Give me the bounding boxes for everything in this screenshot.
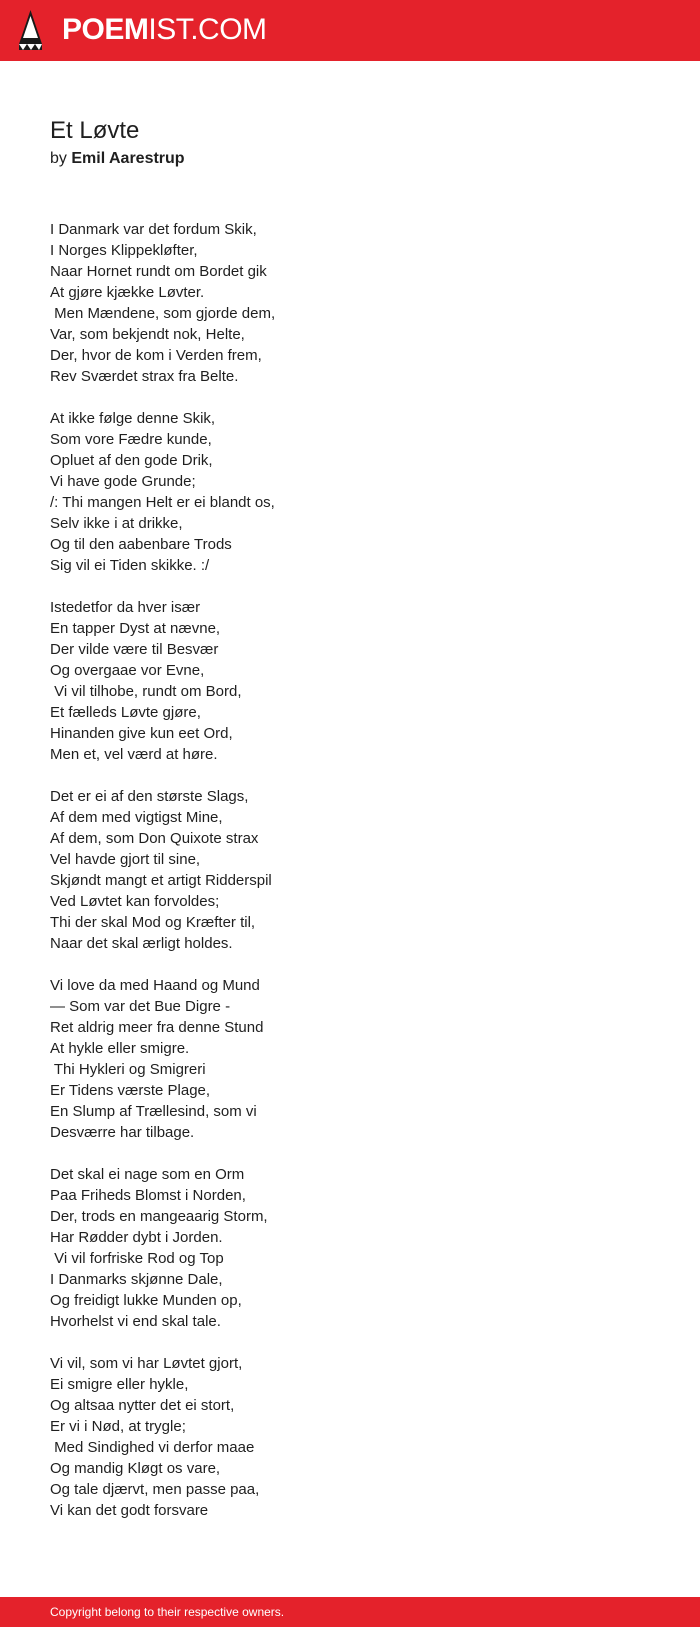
poem-line: En Slump af Trællesind, som vi: [50, 1103, 257, 1120]
poem-stanza: [50, 408, 650, 576]
poem-line: I Danmarks skjønne Dale,: [50, 1271, 223, 1288]
poem-line: Og tale djærvt, men passe paa,: [50, 1481, 260, 1498]
poem-stanza: [50, 597, 650, 765]
poem-line: Men et, vel værd at høre.: [50, 746, 218, 763]
poem-line: Der, trods en mangeaarig Storm,: [50, 1208, 268, 1225]
poem-title: Et Løvte: [50, 117, 140, 144]
poem-line: Og altsaa nytter det ei stort,: [50, 1397, 235, 1414]
poem-line: Desværre har tilbage.: [50, 1124, 195, 1141]
poem-stanza: [50, 219, 650, 387]
poem-line: Og til den aabenbare Trods: [50, 536, 232, 553]
poem-stanza: [50, 1164, 650, 1332]
poem-line: Paa Friheds Blomst i Norden,: [50, 1187, 246, 1204]
poem-line: Og freidigt lukke Munden op,: [50, 1292, 242, 1309]
poem-line: Skjøndt mangt et artigt Ridderspil: [50, 872, 272, 889]
copyright-text: Copyright belong to their respective owners.: [50, 1605, 285, 1619]
pencil-icon[interactable]: [18, 10, 43, 50]
poem-line: Af dem med vigtigst Mine,: [50, 809, 223, 826]
poem-line: /: Thi mangen Helt er ei blandt os,: [50, 494, 275, 511]
poem-stanza: [50, 1353, 650, 1521]
poem-line: Og overgaae vor Evne,: [50, 662, 205, 679]
poem-line: Naar det skal ærligt holdes.: [50, 935, 233, 952]
poem-line: Vel havde gjort til sine,: [50, 851, 201, 868]
site-footer: [0, 1597, 700, 1627]
poem-line: Naar Hornet rundt om Bordet gik: [50, 263, 267, 280]
poem-line: Af dem, som Don Quixote strax: [50, 830, 259, 847]
site-logo[interactable]: [62, 11, 267, 49]
poem-line: Sig vil ei Tiden skikke. :/: [50, 557, 210, 574]
poem-line: Vi have gode Grunde;: [50, 473, 196, 490]
poem-line: Vi vil, som vi har Løvtet gjort,: [50, 1355, 243, 1372]
poem-line: Ei smigre eller hykle,: [50, 1376, 189, 1393]
poem-line: Istedetfor da hver især: [50, 599, 201, 616]
poem-line: Med Sindighed vi derfor maae: [50, 1439, 255, 1456]
poem-line: Thi Hykleri og Smigreri: [50, 1061, 206, 1078]
poem-line: Vi vil forfriske Rod og Top: [50, 1250, 224, 1267]
poem-line: Og mandig Kløgt os vare,: [50, 1460, 221, 1477]
poem-line: At ikke følge denne Skik,: [50, 410, 216, 427]
poem-line: — Som var det Bue Digre -: [50, 998, 231, 1015]
poem-byline: [50, 148, 185, 170]
poem-line: I Danmark var det fordum Skik,: [50, 221, 257, 238]
poem-line: Men Mændene, som gjorde dem,: [50, 305, 276, 322]
poem-line: Hinanden give kun eet Ord,: [50, 725, 233, 742]
poem-line: Var, som bekjendt nok, Helte,: [50, 326, 245, 343]
poem-line: At hykle eller smigre.: [50, 1040, 190, 1057]
poem-author[interactable]: Emil Aarestrup: [71, 150, 185, 167]
poem-line: Er Tidens værste Plage,: [50, 1082, 211, 1099]
poem-line: Har Rødder dybt i Jorden.: [50, 1229, 223, 1246]
site-header: [0, 0, 700, 61]
poem-line: Vi kan det godt forsvare: [50, 1502, 209, 1519]
poem-line: Vi vil tilhobe, rundt om Bord,: [50, 683, 242, 700]
poem-line: Rev Sværdet strax fra Belte.: [50, 368, 239, 385]
poem-line: Hvorhelst vi end skal tale.: [50, 1313, 221, 1330]
poem-line: At gjøre kjække Løvter.: [50, 284, 205, 301]
poem-stanza: [50, 975, 650, 1143]
poem-line: Selv ikke i at drikke,: [50, 515, 183, 532]
poem-stanza: [50, 786, 650, 954]
poem-line: Thi der skal Mod og Kræfter til,: [50, 914, 256, 931]
logo-bold-text: POEM: [62, 13, 149, 46]
poem-line: Ret aldrig meer fra denne Stund: [50, 1019, 264, 1036]
poem-line: Et fælleds Løvte gjøre,: [50, 704, 201, 721]
poem-line: Det er ei af den største Slags,: [50, 788, 249, 805]
poem-line: Vi love da med Haand og Mund: [50, 977, 260, 994]
poem-line: Der vilde være til Besvær: [50, 641, 219, 658]
poem-body: [50, 219, 650, 1542]
logo-light-text: IST.COM: [148, 13, 267, 46]
poem-line: Opluet af den gode Drik,: [50, 452, 213, 469]
poem-line: I Norges Klippekløfter,: [50, 242, 198, 259]
poem-line: Er vi i Nød, at trygle;: [50, 1418, 186, 1435]
poem-line: Der, hvor de kom i Verden frem,: [50, 347, 262, 364]
poem-line: En tapper Dyst at nævne,: [50, 620, 221, 637]
poem-line: Ved Løvtet kan forvoldes;: [50, 893, 220, 910]
poem-line: Som vore Fædre kunde,: [50, 431, 212, 448]
by-label: by: [50, 150, 67, 167]
poem-line: Det skal ei nage som en Orm: [50, 1166, 245, 1183]
